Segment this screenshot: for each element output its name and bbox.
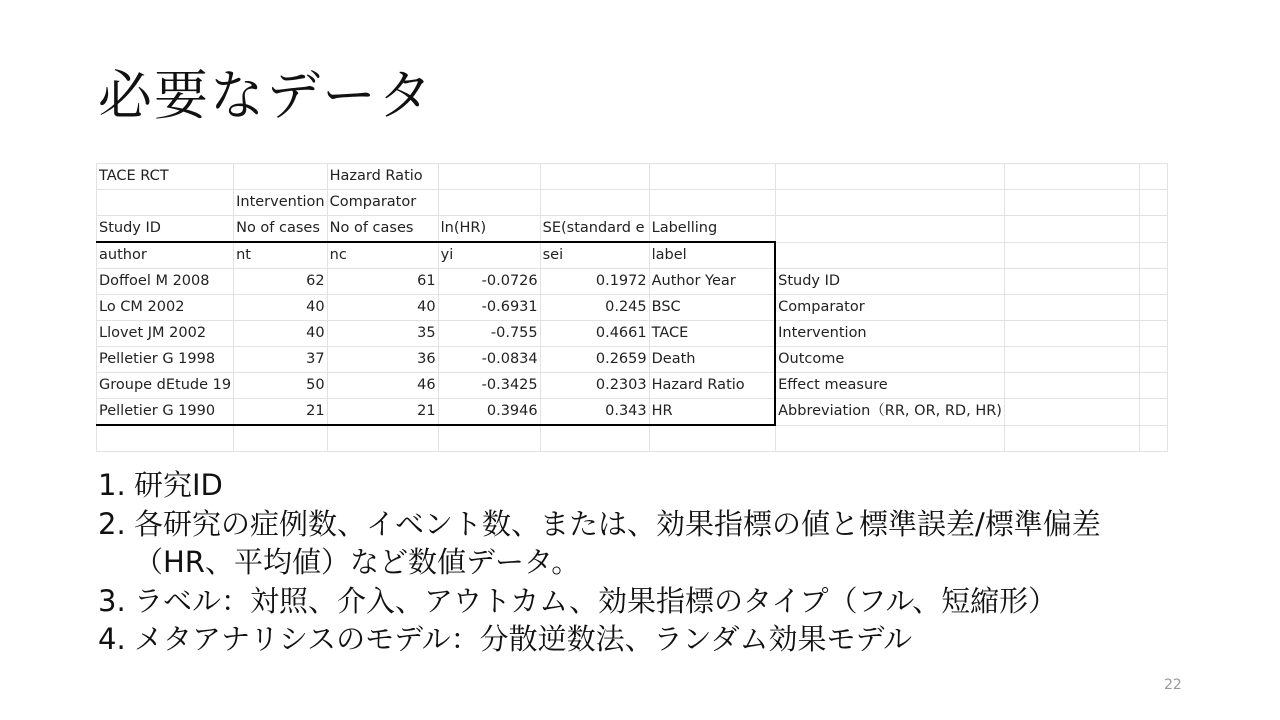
- table-row: [97, 399, 1168, 426]
- table-cell: Comparator: [775, 295, 1004, 321]
- table-cell: [775, 190, 1004, 216]
- table-row: [97, 242, 1168, 269]
- table-cell: Hazard Ratio: [327, 164, 438, 190]
- table-cell: Pelletier G 1998: [97, 347, 234, 373]
- table-cell: [1004, 295, 1139, 321]
- table-cell: -0.0726: [438, 269, 540, 295]
- table-cell: [438, 164, 540, 190]
- list-text: メタアナリシスのモデル：分散逆数法、ランダム効果モデル: [134, 622, 913, 656]
- table-cell: label: [649, 242, 775, 269]
- table-cell: yi: [438, 242, 540, 269]
- table-cell: -0.6931: [438, 295, 540, 321]
- table-cell: 35: [327, 321, 438, 347]
- table-cell: Intervention: [234, 190, 328, 216]
- table-cell: 21: [234, 399, 328, 426]
- table-cell: 0.2303: [540, 373, 649, 399]
- table-cell: HR: [649, 399, 775, 426]
- table-cell: 0.343: [540, 399, 649, 426]
- table-cell: 0.3946: [438, 399, 540, 426]
- table-row: [97, 269, 1168, 295]
- table-cell: [775, 242, 1004, 269]
- table-row: [97, 321, 1168, 347]
- table-cell: [234, 425, 328, 452]
- table-cell: 37: [234, 347, 328, 373]
- table-row: [97, 190, 1168, 216]
- table-cell: [775, 425, 1004, 452]
- table-cell: [1004, 216, 1139, 243]
- table-cell: [775, 216, 1004, 243]
- list-number: 3.: [98, 583, 126, 618]
- list-item: [98, 620, 1178, 659]
- table-cell: [649, 164, 775, 190]
- table-cell: [1004, 321, 1139, 347]
- table-cell: 50: [234, 373, 328, 399]
- table-cell: [97, 190, 234, 216]
- table-cell: Doffoel M 2008: [97, 269, 234, 295]
- table-row: [97, 295, 1168, 321]
- table-cell: [234, 164, 328, 190]
- table-cell: -0.755: [438, 321, 540, 347]
- table-cell: nc: [327, 242, 438, 269]
- table-cell: nt: [234, 242, 328, 269]
- table-cell: Death: [649, 347, 775, 373]
- table-cell: [775, 164, 1004, 190]
- table-cell: ln(HR): [438, 216, 540, 243]
- table-cell: No of cases: [327, 216, 438, 243]
- table-cell: Outcome: [775, 347, 1004, 373]
- table-cell: [1139, 216, 1167, 243]
- table-cell: -0.3425: [438, 373, 540, 399]
- table-cell: [649, 425, 775, 452]
- list-text: 各研究の症例数、イベント数、または、効果指標の値と標準誤差/標準偏差（HR、平均値）など数値データ。: [134, 506, 1101, 579]
- list-number: 2.: [98, 506, 126, 541]
- table-cell: [97, 425, 234, 452]
- table-cell: [1139, 321, 1167, 347]
- table-row: [97, 425, 1168, 452]
- spreadsheet-table: [96, 163, 1168, 452]
- table-row: [97, 373, 1168, 399]
- table-cell: [1139, 399, 1167, 426]
- table-cell: Study ID: [775, 269, 1004, 295]
- table-cell: [1004, 269, 1139, 295]
- table-cell: Intervention: [775, 321, 1004, 347]
- page-number: 22: [1164, 677, 1182, 693]
- table-cell: [1004, 164, 1139, 190]
- table-cell: No of cases: [234, 216, 328, 243]
- table-cell: Groupe dEtude 19: [97, 373, 234, 399]
- table-cell: 0.2659: [540, 347, 649, 373]
- table-cell: [540, 164, 649, 190]
- table-cell: [540, 190, 649, 216]
- table-cell: [1004, 425, 1139, 452]
- table-cell: [540, 425, 649, 452]
- table-cell: 36: [327, 347, 438, 373]
- table-cell: [1004, 373, 1139, 399]
- table-cell: Labelling: [649, 216, 775, 243]
- table-cell: SE(standard e: [540, 216, 649, 243]
- table-cell: sei: [540, 242, 649, 269]
- list-text: 研究ID: [134, 468, 223, 502]
- table-cell: [1004, 347, 1139, 373]
- table-cell: Hazard Ratio: [649, 373, 775, 399]
- list-item: [98, 582, 1178, 621]
- table-cell: [1139, 425, 1167, 452]
- table-cell: 21: [327, 399, 438, 426]
- table-cell: [649, 190, 775, 216]
- table-cell: author: [97, 242, 234, 269]
- table-cell: BSC: [649, 295, 775, 321]
- table-cell: [1139, 164, 1167, 190]
- table-cell: Comparator: [327, 190, 438, 216]
- table-cell: Llovet JM 2002: [97, 321, 234, 347]
- table-cell: 46: [327, 373, 438, 399]
- table-cell: [327, 425, 438, 452]
- table-cell: 62: [234, 269, 328, 295]
- list-text: ラベル：対照、介入、アウトカム、効果指標のタイプ（フル、短縮形）: [134, 583, 1058, 618]
- table-cell: Pelletier G 1990: [97, 399, 234, 426]
- list-item: [98, 505, 1178, 582]
- table-cell: 40: [327, 295, 438, 321]
- list-item: [98, 466, 1178, 505]
- table-cell: [1139, 269, 1167, 295]
- table-cell: [438, 190, 540, 216]
- table-cell: Abbreviation（RR, OR, RD, HR): [775, 399, 1004, 426]
- table-cell: 0.1972: [540, 269, 649, 295]
- table-cell: 40: [234, 295, 328, 321]
- table-cell: 0.4661: [540, 321, 649, 347]
- table-cell: [1139, 347, 1167, 373]
- table-cell: Author Year: [649, 269, 775, 295]
- table-row: [97, 164, 1168, 190]
- table-row: [97, 216, 1168, 243]
- table-cell: [1004, 399, 1139, 426]
- table-cell: Lo CM 2002: [97, 295, 234, 321]
- table-cell: [438, 425, 540, 452]
- table-cell: [1004, 242, 1139, 269]
- table-cell: 0.245: [540, 295, 649, 321]
- slide-title: 必要なデータ: [98, 64, 434, 127]
- table-cell: Effect measure: [775, 373, 1004, 399]
- list-number: 1.: [98, 468, 126, 502]
- table-row: [97, 347, 1168, 373]
- table-cell: 40: [234, 321, 328, 347]
- table-cell: [1139, 190, 1167, 216]
- table-cell: [1139, 295, 1167, 321]
- requirements-list: [98, 466, 1178, 659]
- table-cell: TACE: [649, 321, 775, 347]
- table-cell: [1139, 242, 1167, 269]
- list-number: 4.: [98, 622, 126, 656]
- table-cell: TACE RCT: [97, 164, 234, 190]
- table-cell: Study ID: [97, 216, 234, 243]
- table-cell: -0.0834: [438, 347, 540, 373]
- table-cell: 61: [327, 269, 438, 295]
- table-cell: [1004, 190, 1139, 216]
- table-cell: [1139, 373, 1167, 399]
